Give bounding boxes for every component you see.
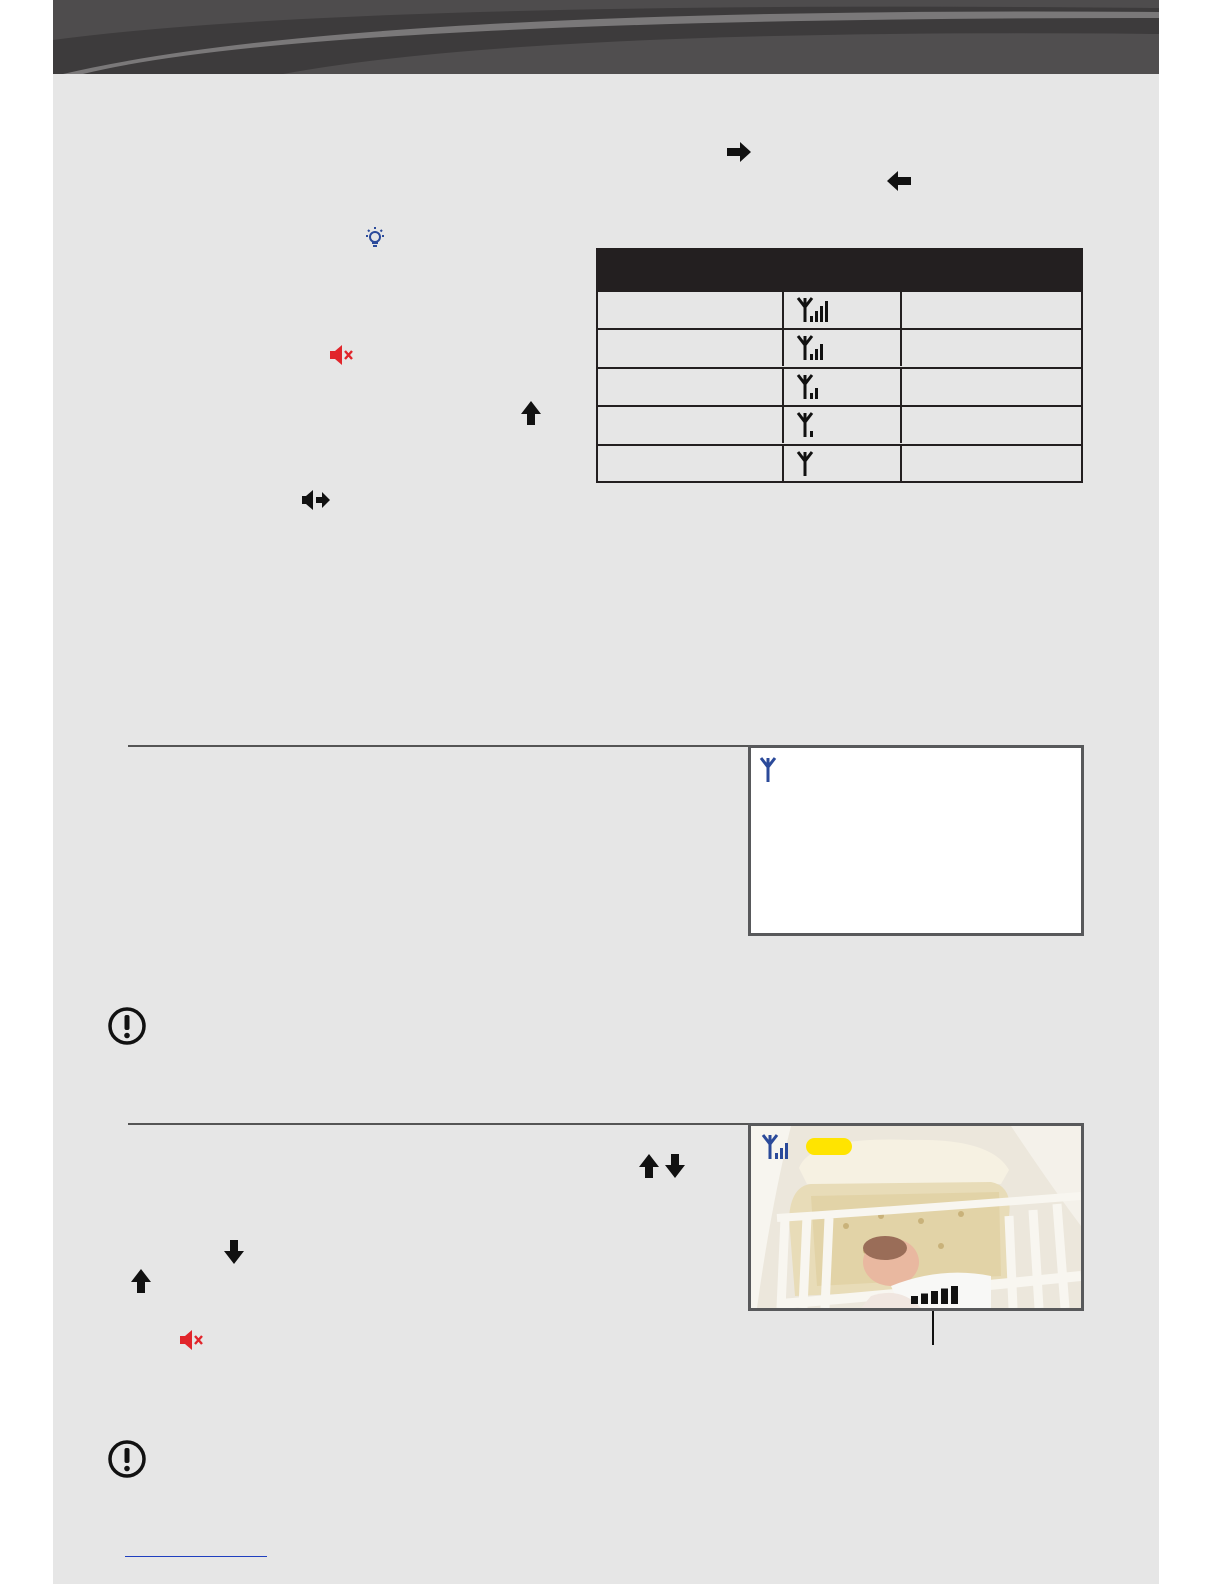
antenna-signal-icon [759, 756, 795, 784]
header-banner [53, 0, 1159, 74]
signal-strength-table [596, 248, 1083, 483]
antenna-signal-icon [761, 1133, 797, 1161]
table-cell [598, 330, 784, 366]
volume-bar [941, 1289, 948, 1305]
table-cell [598, 369, 784, 405]
signal-bar [815, 388, 818, 399]
table-row [598, 290, 1081, 328]
speaker-left-right-icon [302, 489, 330, 511]
table-row [598, 328, 1081, 366]
zoom-badge [806, 1138, 852, 1155]
monitor-screen-live-view [748, 1123, 1084, 1311]
signal-bar [815, 311, 818, 322]
arrow-down-icon [224, 1240, 244, 1264]
volume-bar [951, 1286, 958, 1304]
arrow-down-icon [665, 1154, 685, 1178]
footer-link[interactable] [125, 1556, 267, 1557]
antenna-signal-icon [796, 334, 832, 362]
volume-bar [911, 1296, 918, 1304]
volume-bar [921, 1294, 928, 1305]
table-cell [784, 446, 902, 482]
table-cell [598, 446, 784, 482]
arrow-up-icon [521, 401, 541, 425]
table-cell [902, 330, 1083, 366]
table-row [598, 367, 1081, 405]
signal-bar [810, 393, 813, 399]
manual-page [53, 0, 1159, 1584]
signal-bar [810, 431, 813, 437]
table-row [598, 405, 1081, 443]
table-cell [902, 369, 1083, 405]
antenna-signal-icon [796, 296, 832, 324]
exclamation-circle-icon [107, 1006, 147, 1046]
signal-bar [820, 344, 823, 360]
callout-line [932, 1311, 934, 1345]
table-cell [598, 407, 784, 443]
signal-bar [775, 1153, 778, 1159]
volume-bar [931, 1291, 938, 1304]
signal-bar [820, 306, 823, 322]
table-cell [784, 369, 902, 405]
arrow-right-icon [727, 142, 751, 162]
monitor-screen-no-signal [748, 745, 1084, 936]
table-cell [784, 330, 902, 366]
speaker-mute-icon [180, 1329, 204, 1351]
table-header [598, 250, 1081, 290]
volume-level-indicator [911, 1284, 963, 1304]
signal-bar [780, 1148, 783, 1159]
table-row [598, 444, 1081, 482]
exclamation-circle-icon [107, 1439, 147, 1479]
table-cell [902, 292, 1083, 328]
antenna-signal-icon [796, 373, 832, 401]
antenna-signal-icon [796, 411, 832, 439]
signal-bar [785, 1143, 788, 1159]
signal-bar [815, 349, 818, 360]
arrow-up-icon [131, 1269, 151, 1293]
table-cell [598, 292, 784, 328]
baby-in-crib-image [751, 1126, 1081, 1308]
signal-bar [825, 301, 828, 322]
table-cell [902, 446, 1083, 482]
table-cell [784, 292, 902, 328]
light-bulb-icon [364, 226, 386, 250]
signal-bar [810, 316, 813, 322]
signal-bar [810, 354, 813, 360]
table-cell [784, 407, 902, 443]
table-cell [902, 407, 1083, 443]
arrow-up-icon [639, 1154, 659, 1178]
speaker-mute-icon [330, 344, 354, 366]
antenna-signal-icon [796, 450, 832, 478]
arrow-left-icon [887, 171, 911, 191]
